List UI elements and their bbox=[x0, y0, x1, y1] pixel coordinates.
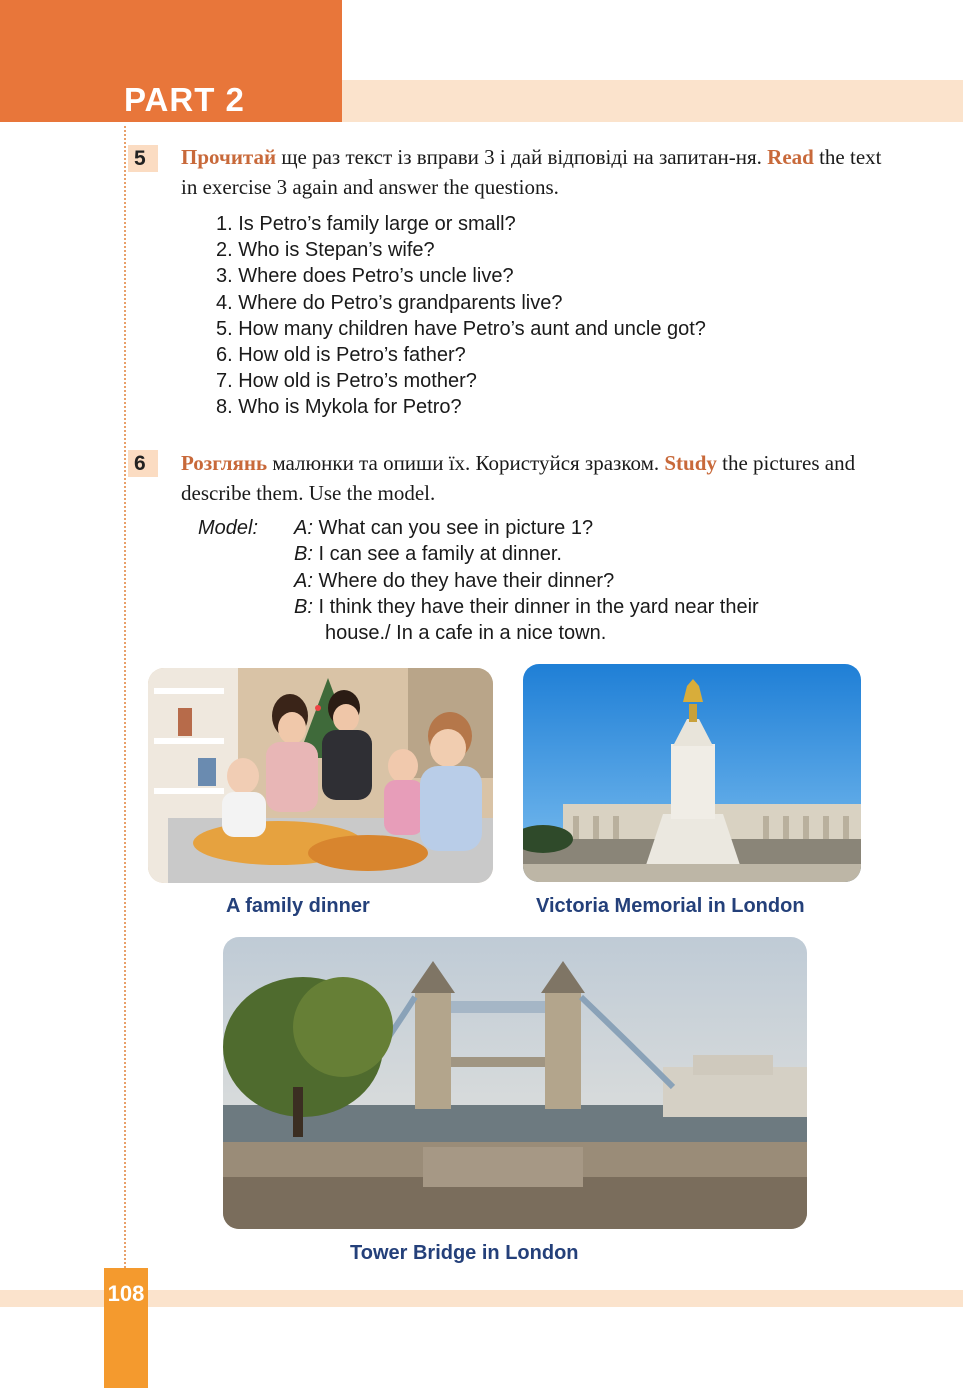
dialogue-text: What can you see in picture 1? bbox=[312, 517, 594, 539]
page-number: 108 bbox=[107, 1281, 145, 1306]
victoria-memorial-caption: Victoria Memorial in London bbox=[536, 895, 805, 917]
dialogue-speaker: A: bbox=[294, 569, 313, 592]
question-item: 8. Who is Mykola for Petro? bbox=[216, 396, 462, 419]
model-label: Model: bbox=[198, 517, 259, 539]
victoria-memorial-photo bbox=[523, 664, 861, 882]
dialogue-text: Where do they have their dinner? bbox=[312, 569, 615, 592]
tower-bridge-caption: Tower Bridge in London bbox=[350, 1242, 579, 1264]
exercise-5-keyword-ua: Прочитай bbox=[181, 145, 277, 169]
exercise-6-keyword-ua: Розглянь bbox=[181, 451, 268, 475]
dialogue-continuation: house./ In a cafe in a nice town. bbox=[325, 622, 607, 645]
exercise-5-instruction bbox=[181, 142, 896, 202]
question-item: 7. How old is Petro’s mother? bbox=[216, 370, 477, 393]
dialogue-text: I think they have their dinner in the yard near their bbox=[312, 595, 759, 618]
exercise-5-keyword-en: Read bbox=[767, 145, 814, 169]
dialogue-speaker: B: bbox=[294, 595, 313, 618]
dialogue-text: I can see a family at dinner. bbox=[312, 543, 562, 566]
family-dinner-caption: A family dinner bbox=[226, 895, 370, 917]
dialogue-speaker: A: bbox=[294, 517, 313, 539]
exercise-6-instruction bbox=[181, 448, 896, 508]
part-title: PART 2 bbox=[124, 81, 245, 118]
exercise-5-text-ua: ще раз текст із вправи 3 і дай відповіді на запитан-ня. bbox=[276, 145, 768, 169]
exercise-6-keyword-en: Study bbox=[664, 451, 717, 475]
dialogue-line bbox=[294, 515, 759, 541]
question-item: 2. Who is Stepan’s wife? bbox=[216, 239, 435, 262]
family-dinner-photo bbox=[148, 668, 493, 883]
dialogue-line bbox=[294, 568, 759, 594]
exercise-5-number: 5 bbox=[128, 145, 158, 172]
dialogue-line bbox=[294, 541, 759, 567]
question-item: 3. Where does Petro’s uncle live? bbox=[216, 265, 514, 288]
model-dialogue bbox=[294, 515, 759, 646]
question-item: 6. How old is Petro’s father? bbox=[216, 344, 466, 367]
header-band bbox=[342, 80, 963, 122]
dialogue-line bbox=[294, 594, 759, 620]
tower-bridge-photo bbox=[223, 937, 807, 1229]
exercise-5-text-en: the text in exercise 3 again and answer the questions. bbox=[181, 145, 882, 199]
exercise-6-number: 6 bbox=[128, 450, 158, 477]
margin-dotted-line bbox=[124, 126, 126, 1276]
question-item: 5. How many children have Petro’s aunt and uncle got? bbox=[216, 317, 706, 340]
exercise-6-text-en: the pictures and describe them. Use the model. bbox=[181, 451, 856, 505]
dialogue-speaker: B: bbox=[294, 543, 313, 566]
questions-list bbox=[216, 211, 706, 421]
exercise-6-text-ua: малюнки та опиши їх. Користуйся зразком. bbox=[267, 451, 665, 475]
question-item: 4. Where do Petro’s grandparents live? bbox=[216, 291, 563, 314]
question-item: 1. Is Petro’s family large or small? bbox=[216, 213, 516, 235]
